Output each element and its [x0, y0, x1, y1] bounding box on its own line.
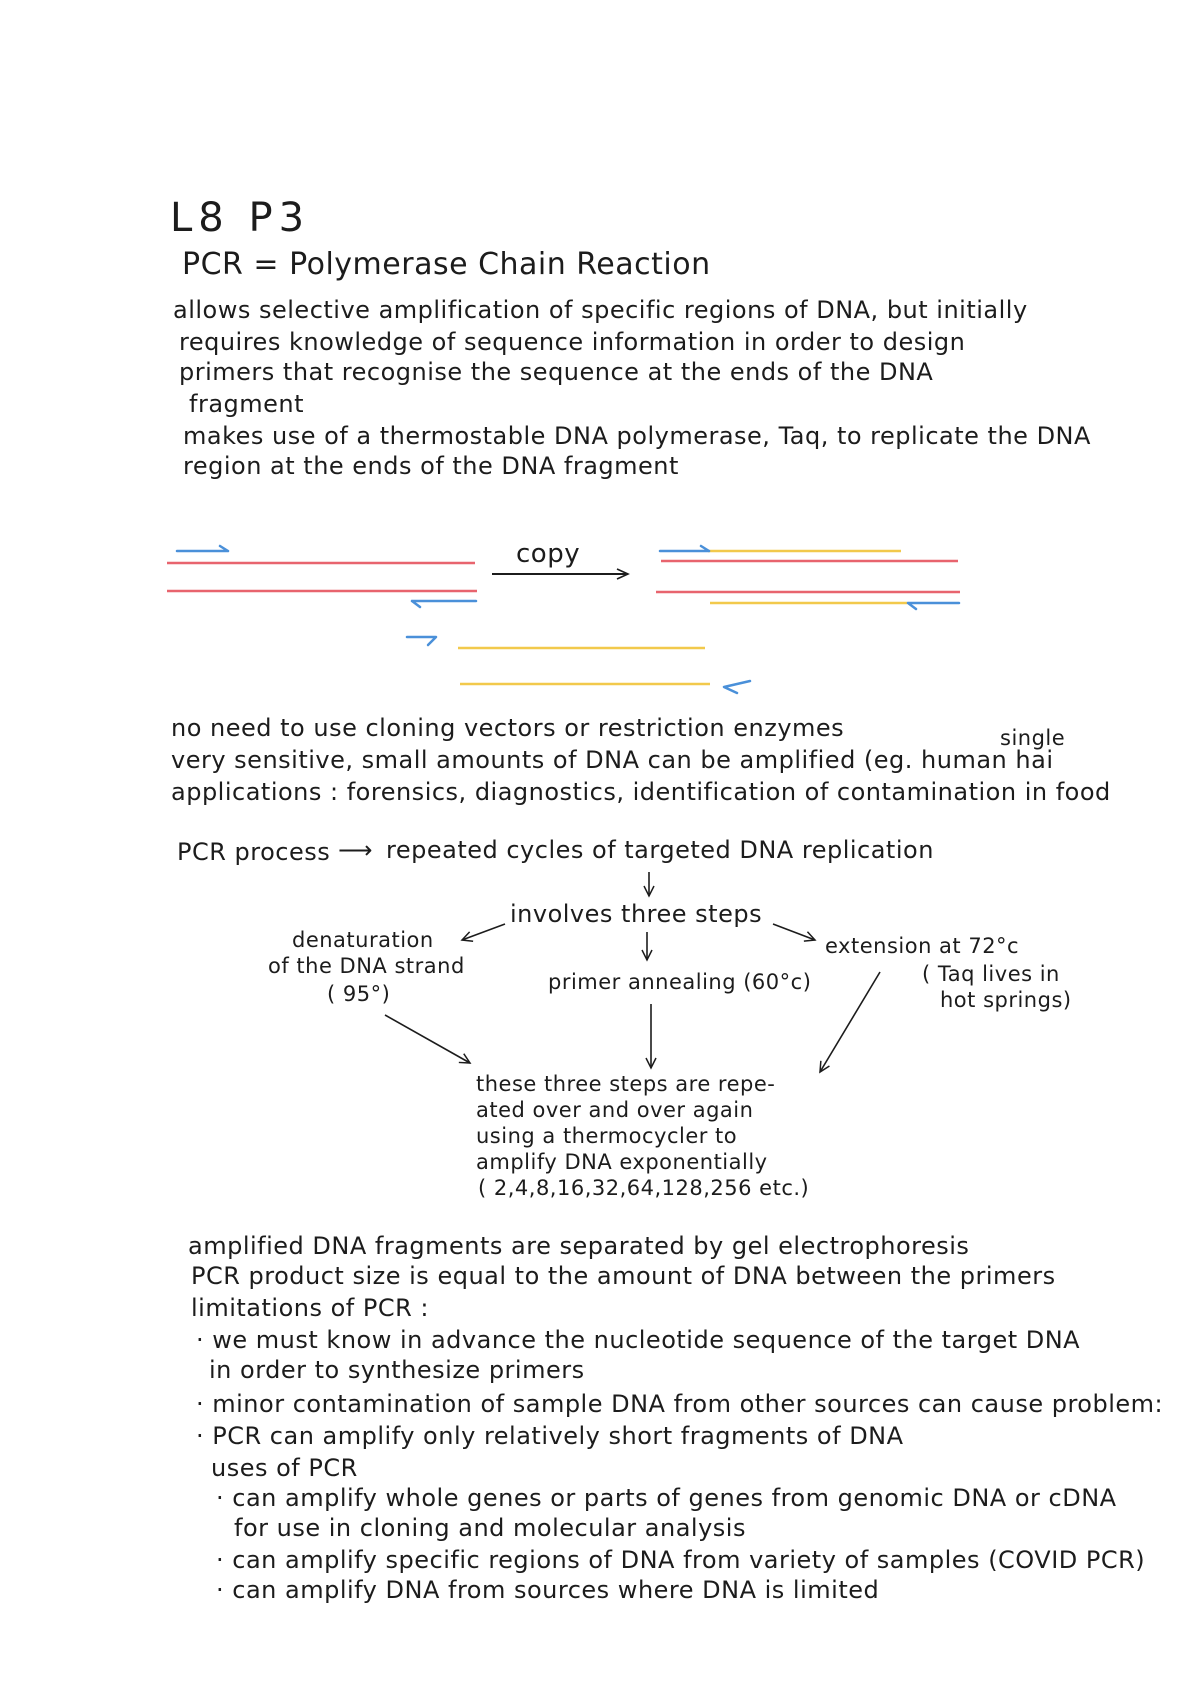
limitation-3: · PCR can amplify only relatively short fragments of DNA — [196, 1422, 904, 1450]
use-1b: for use in cloning and molecular analysis — [234, 1514, 746, 1542]
page-subtitle: PCR = Polymerase Chain Reaction — [182, 247, 711, 282]
copy-label: copy — [516, 539, 581, 569]
process-title: PCR process — [177, 838, 331, 866]
denaturation-strand: of the DNA strand — [268, 954, 465, 978]
intro-line-1: allows selective amplification of specific regions of DNA, but initially — [173, 296, 1028, 324]
advantage-single-note: single — [1000, 726, 1066, 750]
primer-reverse-right — [908, 603, 959, 609]
limitation-1a: · we must know in advance the nucleotide sequence of the target DNA — [196, 1326, 1081, 1354]
arrow-to-denaturation — [462, 924, 505, 940]
limitations-title: limitations of PCR : — [191, 1294, 429, 1322]
intro-line-6: region at the ends of the DNA fragment — [183, 452, 679, 480]
intro-line-4: fragment — [189, 390, 305, 418]
extension-note-1: ( Taq lives in — [922, 962, 1060, 986]
intro-line-5: makes use of a thermostable DNA polymerase, Taq, to replicate the DNA — [183, 422, 1091, 450]
involves-three-steps: involves three steps — [510, 900, 763, 928]
page-title: L8 P3 — [170, 195, 311, 241]
advantage-line-3: applications : forensics, diagnostics, identification of contamination in food — [171, 778, 1111, 806]
repeat-line-4: amplify DNA exponentially — [476, 1150, 768, 1174]
arrow-to-extension — [773, 924, 815, 940]
extension-note-2: hot springs) — [940, 988, 1072, 1012]
primer-reverse-lower — [724, 681, 750, 693]
arrow-extension-to-repeat — [820, 972, 880, 1072]
primer-forward-right — [660, 546, 709, 551]
notes-line-1: amplified DNA fragments are separated by gel electrophoresis — [188, 1232, 970, 1260]
annealing-label: primer annealing (60°c) — [548, 970, 812, 994]
repeat-line-1: these three steps are repe- — [476, 1072, 776, 1096]
denaturation-label: denaturation — [292, 928, 434, 952]
extension-label: extension at 72°c — [825, 934, 1020, 958]
primer-forward-left — [177, 546, 228, 551]
repeat-line-5: ( 2,4,8,16,32,64,128,256 etc.) — [478, 1176, 810, 1200]
limitation-1b: in order to synthesize primers — [209, 1356, 585, 1384]
repeat-line-3: using a thermocycler to — [476, 1124, 738, 1148]
pcr-strand-diagram — [0, 0, 1200, 720]
intro-line-2: requires knowledge of sequence information in order to design — [179, 328, 966, 356]
advantage-line-2: very sensitive, small amounts of DNA can be amplified (eg. human hai — [171, 746, 1054, 774]
limitation-2: · minor contamination of sample DNA from other sources can cause problem: — [196, 1390, 1164, 1418]
advantage-line-1: no need to use cloning vectors or restriction enzymes — [171, 714, 845, 742]
denaturation-temp: ( 95°) — [327, 982, 391, 1006]
repeat-line-2: ated over and over again — [476, 1098, 754, 1122]
primer-forward-lower — [407, 637, 436, 645]
intro-line-3: primers that recognise the sequence at the ends of the DNA — [179, 358, 934, 386]
use-2: · can amplify specific regions of DNA from variety of samples (COVID PCR) — [216, 1546, 1146, 1574]
process-description: repeated cycles of targeted DNA replication — [386, 836, 934, 864]
use-3: · can amplify DNA from sources where DNA is limited — [216, 1576, 880, 1604]
primer-reverse-left — [412, 601, 476, 607]
notes-line-2: PCR product size is equal to the amount of DNA between the primers — [191, 1262, 1056, 1290]
process-arrow: ⟶ — [338, 836, 373, 864]
arrow-denaturation-to-repeat — [385, 1015, 470, 1063]
uses-title: uses of PCR — [211, 1454, 358, 1482]
use-1a: · can amplify whole genes or parts of genes from genomic DNA or cDNA — [216, 1484, 1117, 1512]
